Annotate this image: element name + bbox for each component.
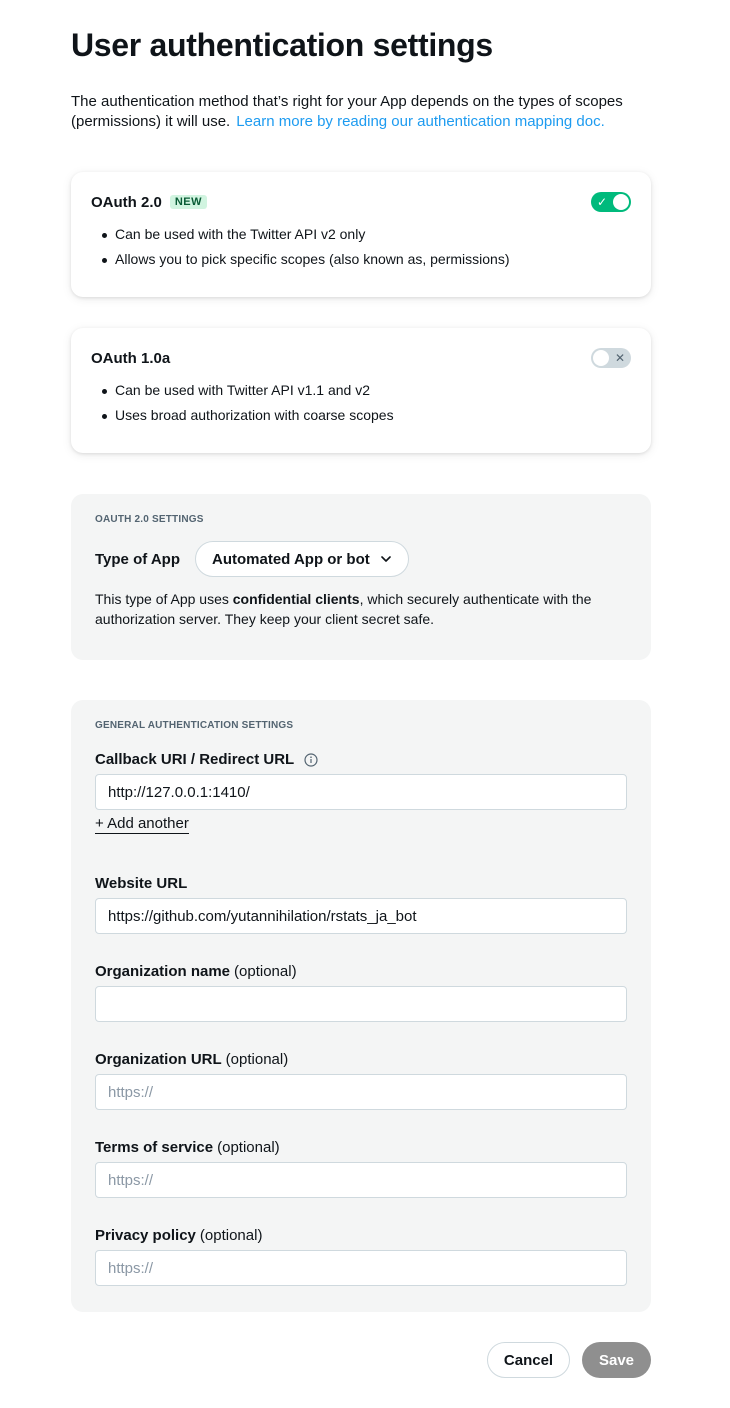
new-badge: NEW [170, 195, 207, 209]
list-item: Can be used with Twitter API v1.1 and v2 [91, 378, 631, 403]
website-input[interactable] [95, 898, 627, 934]
oauth2-card [71, 172, 651, 297]
info-icon[interactable] [304, 753, 318, 767]
app-type-description: This type of App uses confidential clients, which securely authenticate with the authorization server. They keep your client secret safe. [95, 591, 592, 627]
org-name-input[interactable] [95, 986, 627, 1022]
website-label: Website URL [95, 875, 188, 892]
list-item: Uses broad authorization with coarse scopes [91, 403, 631, 428]
oauth2-bullets [91, 222, 631, 272]
oauth2-settings-panel [71, 494, 651, 660]
org-url-field [95, 1050, 627, 1110]
tos-label: Terms of service (optional) [95, 1139, 280, 1156]
oauth1-title-row [91, 348, 631, 368]
section-label: OAUTH 2.0 SETTINGS [95, 514, 204, 525]
section-label: GENERAL AUTHENTICATION SETTINGS [95, 720, 294, 731]
list-item: Can be used with the Twitter API v2 only [91, 222, 631, 247]
check-icon: ✓ [597, 195, 608, 209]
cancel-button[interactable]: Cancel [487, 1342, 570, 1378]
callback-label: Callback URI / Redirect URL [95, 750, 627, 770]
toggle-knob [613, 194, 629, 210]
oauth1-title: OAuth 1.0a [91, 349, 171, 367]
general-settings-panel [71, 700, 651, 1312]
tos-input[interactable] [95, 1162, 627, 1198]
save-button[interactable]: Save [582, 1342, 651, 1378]
toggle-knob [593, 350, 609, 366]
tos-field [95, 1138, 627, 1198]
website-field [95, 874, 627, 934]
callback-field [95, 750, 627, 810]
org-url-input[interactable] [95, 1074, 627, 1110]
org-name-field [95, 962, 627, 1022]
callback-input[interactable] [95, 774, 627, 810]
list-item: Allows you to pick specific scopes (also known as, permissions) [91, 247, 631, 272]
privacy-label: Privacy policy (optional) [95, 1227, 263, 1244]
type-of-app-row [95, 541, 627, 577]
add-another-link[interactable]: + Add another [95, 815, 189, 832]
oauth2-title: OAuth 2.0 [91, 193, 162, 211]
type-of-app-dropdown[interactable] [195, 541, 409, 577]
type-of-app-value: Automated App or bot [212, 550, 370, 568]
oauth2-title-row [91, 192, 631, 212]
oauth2-toggle[interactable] [591, 192, 631, 212]
add-another-row [95, 815, 189, 834]
privacy-input[interactable] [95, 1250, 627, 1286]
oauth1-card [71, 328, 651, 453]
privacy-field [95, 1226, 627, 1286]
intro-text: The authentication method that’s right for your App depends on the types of scopes (permissions) it will use. Learn more by reading our authentication mapping doc. [71, 93, 623, 130]
org-name-label: Organization name (optional) [95, 963, 297, 980]
chevron-down-icon [380, 553, 392, 565]
close-icon: ✕ [614, 351, 625, 365]
auth-mapping-doc-link[interactable]: Learn more by reading our authentication mapping doc. [236, 113, 605, 130]
type-of-app-label: Type of App [95, 550, 180, 568]
oauth1-toggle[interactable] [591, 348, 631, 368]
org-url-label: Organization URL (optional) [95, 1051, 289, 1068]
oauth1-bullets [91, 378, 631, 428]
page-title: User authentication settings [71, 27, 493, 63]
